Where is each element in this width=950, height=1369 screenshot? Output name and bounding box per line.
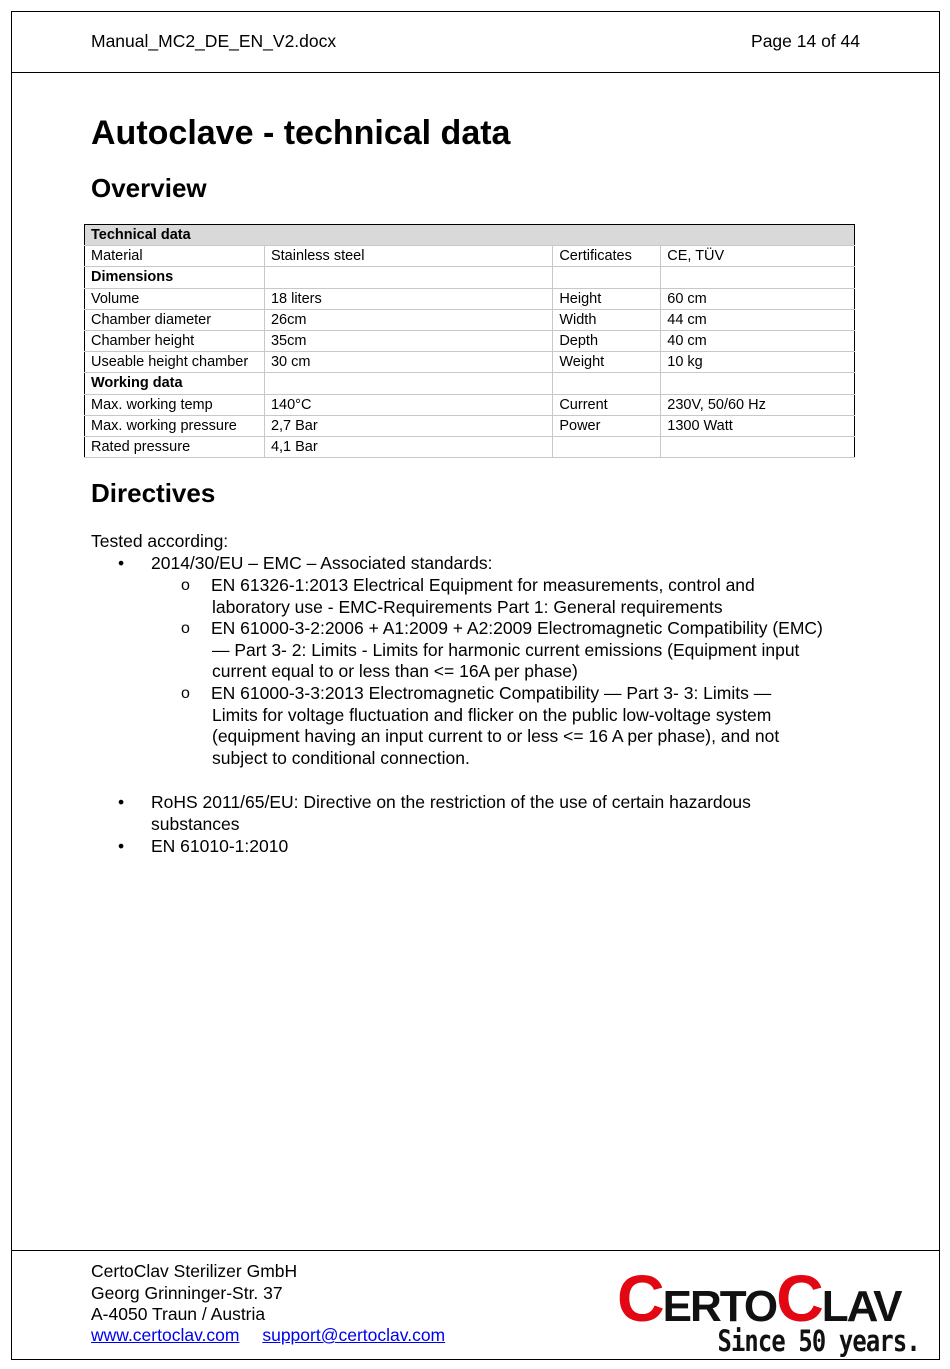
table-cell: Power <box>553 415 661 436</box>
sub-item-line: EN 61326-1:2013 Electrical Equipment for measurements, control and <box>211 575 755 595</box>
table-cell <box>264 267 552 288</box>
header-page-number: Page 14 of 44 <box>751 31 860 51</box>
sub-item-en61326 <box>212 575 872 618</box>
table-cell: Width <box>553 309 661 330</box>
directives-heading: Directives <box>91 478 216 508</box>
table-row <box>85 309 855 330</box>
logo-letters: LAV <box>821 1282 901 1331</box>
table-cell: 60 cm <box>661 288 855 309</box>
website-link[interactable]: www.certoclav.com <box>91 1325 240 1345</box>
table-cell <box>264 373 552 394</box>
sub-item-line: EN 61000-3-3:2013 Electromagnetic Compatibility — Part 3- 3: Limits — <box>211 683 772 703</box>
table-cell: 4,1 Bar <box>264 436 552 457</box>
table-cell: 44 cm <box>661 309 855 330</box>
page-title: Autoclave - technical data <box>91 114 511 152</box>
table-cell: Stainless steel <box>264 246 552 267</box>
bullet-symbol: • <box>118 553 125 573</box>
sub-item-line: Limits for voltage fluctuation and flicker on the public low-voltage system <box>212 704 772 725</box>
table-cell: Depth <box>553 330 661 351</box>
logo-tagline: Since 50 years. <box>717 1324 920 1358</box>
sub-bullet-symbol: o <box>181 577 190 594</box>
table-cell: Material <box>85 246 265 267</box>
table-cell: 10 kg <box>661 352 855 373</box>
table-row <box>85 415 855 436</box>
table-cell: 30 cm <box>264 352 552 373</box>
table-cell: Dimensions <box>85 267 265 288</box>
table-row <box>85 330 855 351</box>
bullet-line: RoHS 2011/65/EU: Directive on the restriction of the use of certain hazardous <box>151 792 751 812</box>
email-link[interactable]: support@certoclav.com <box>262 1325 446 1345</box>
table-cell: Max. working temp <box>85 394 265 415</box>
table-cell: 140°C <box>264 394 552 415</box>
overview-heading: Overview <box>91 173 207 203</box>
footer-links <box>91 1325 463 1346</box>
table-cell: 230V, 50/60 Hz <box>661 394 855 415</box>
table-row <box>85 267 855 288</box>
table-cell <box>553 267 661 288</box>
sub-item-line: subject to conditional connection. <box>212 747 470 768</box>
table-cell: CE, TÜV <box>661 246 855 267</box>
sub-item-en61000-3-3 <box>212 683 872 769</box>
bullet-line: substances <box>151 813 240 834</box>
sub-bullet-symbol: o <box>181 685 190 702</box>
table-cell: Working data <box>85 373 265 394</box>
footer-company: CertoClav Sterilizer GmbH <box>91 1261 298 1281</box>
table-cell: 18 liters <box>264 288 552 309</box>
logo-letter: C <box>776 1261 822 1335</box>
header-divider <box>11 72 940 73</box>
table-cell: Chamber height <box>85 330 265 351</box>
sub-item-line: laboratory use - EMC-Requirements Part 1: General requirements <box>212 596 723 617</box>
table-cell <box>553 373 661 394</box>
table-row <box>85 288 855 309</box>
table-cell: Current <box>553 394 661 415</box>
bullet-en61010: EN 61010-1:2010 <box>151 836 289 856</box>
table-cell: 40 cm <box>661 330 855 351</box>
table-row <box>85 394 855 415</box>
table-cell: Chamber diameter <box>85 309 265 330</box>
table-cell: Certificates <box>553 246 661 267</box>
table-cell: 2,7 Bar <box>264 415 552 436</box>
header-filename: Manual_MC2_DE_EN_V2.docx <box>91 31 337 51</box>
table-cell <box>661 267 855 288</box>
bullet-rohs <box>151 792 851 835</box>
table-cell: Max. working pressure <box>85 415 265 436</box>
table-row <box>85 373 855 394</box>
table-cell: 26cm <box>264 309 552 330</box>
sub-item-line: EN 61000-3-2:2006 + A1:2009 + A2:2009 Electromagnetic Compatibility (EMC) <box>211 618 823 638</box>
table-cell <box>661 373 855 394</box>
footer-divider <box>11 1250 940 1251</box>
footer-address <box>91 1261 297 1326</box>
directives-intro: Tested according: <box>91 531 229 551</box>
sub-item-line: current equal to or less than <= 16A per phase) <box>212 661 578 682</box>
sub-item-en61000-3-2 <box>212 618 872 683</box>
table-title: Technical data <box>85 225 855 246</box>
sub-item-line: — Part 3- 2: Limits - Limits for harmonic current emissions (Equipment input <box>212 639 800 660</box>
bullet-emc: 2014/30/EU – EMC – Associated standards: <box>151 553 493 573</box>
table-row <box>85 352 855 373</box>
logo-letter: C <box>617 1261 663 1335</box>
table-cell: 1300 Watt <box>661 415 855 436</box>
table-cell: Rated pressure <box>85 436 265 457</box>
footer-street: Georg Grinninger-Str. 37 <box>91 1282 283 1303</box>
table-title-row <box>85 225 855 246</box>
sub-item-line: (equipment having an input current to or less <= 16 A per phase), and not <box>212 726 780 747</box>
table-cell <box>661 436 855 457</box>
table-row <box>85 436 855 457</box>
footer-city: A-4050 Traun / Austria <box>91 1304 266 1325</box>
table-cell: Weight <box>553 352 661 373</box>
sub-bullet-symbol: o <box>181 620 190 637</box>
logo-letters: ERTO <box>662 1282 777 1331</box>
certoclav-logo <box>617 1260 922 1360</box>
bullet-symbol: • <box>118 836 125 856</box>
table-row <box>85 246 855 267</box>
bullet-symbol: • <box>118 792 125 812</box>
table-cell: Height <box>553 288 661 309</box>
table-cell: Volume <box>85 288 265 309</box>
table-cell <box>553 436 661 457</box>
table-cell: Useable height chamber <box>85 352 265 373</box>
technical-data-table <box>84 224 855 458</box>
table-cell: 35cm <box>264 330 552 351</box>
